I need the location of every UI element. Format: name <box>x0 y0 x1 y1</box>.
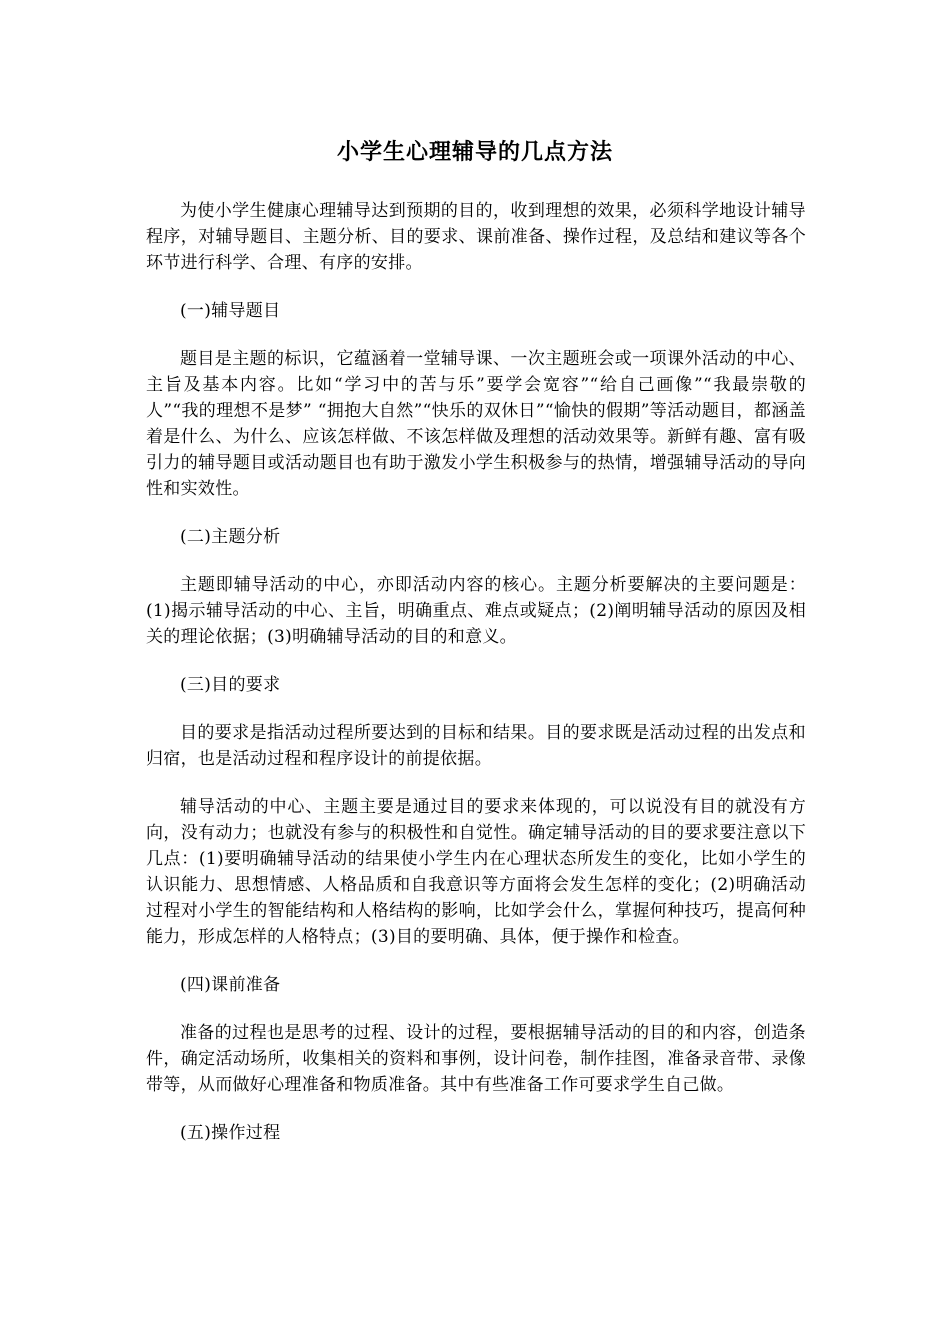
objectives-paragraph-2: 辅导活动的中心、主题主要是通过目的要求来体现的，可以说没有目的就没有方向，没有动力；也就没有参与的积极性和自觉性。确定辅导活动的目的要求要注意以下几点：(1)要明确辅导活动的结果使小学生内在心理状态所发生的变化，比如小学生的认识能力、思想情感、人格品质和自我意识等方面将会发生怎样的变化；(2)明确活动过程对小学生的智能结构和人格结构的影响，比如学会什么，掌握何种技巧，提高何种能力，形成怎样的人格特点；(3)目的要明确、具体，便于操作和检查。 <box>146 797 806 947</box>
preparation-paragraph: 准备的过程也是思考的过程、设计的过程，要根据辅导活动的目的和内容，创造条件，确定活动场所，收集相关的资料和事例，设计问卷，制作挂图，准备录音带、录像带等，从而做好心理准备和物质准备。其中有些准备工作可要求学生自己做。 <box>146 1023 806 1095</box>
theme-analysis-paragraph: 主题即辅导活动的中心，亦即活动内容的核心。主题分析要解决的主要问题是：(1)揭示辅导活动的中心、主旨，明确重点、难点或疑点；(2)阐明辅导活动的原因及相关的理论依据；(3)明确辅导活动的目的和意义。 <box>146 575 806 647</box>
section-heading-objectives: (三)目的要求 <box>180 675 281 695</box>
intro-paragraph: 为使小学生健康心理辅导达到预期的目的，收到理想的效果，必须科学地设计辅导程序，对辅导题目、主题分析、目的要求、课前准备、操作过程，及总结和建议等各个环节进行科学、合理、有序的安排。 <box>146 201 806 273</box>
objectives-paragraph-1: 目的要求是指活动过程所要达到的目标和结果。目的要求既是活动过程的出发点和归宿，也是活动过程和程序设计的前提依据。 <box>146 723 806 769</box>
section-heading-topic: (一)辅导题目 <box>180 301 281 321</box>
document-body <box>146 198 806 1168</box>
section-heading-preparation: (四)课前准备 <box>180 975 281 995</box>
topic-paragraph: 题目是主题的标识，它蕴涵着一堂辅导课、一次主题班会或一项课外活动的中心、主旨及基本内容。比如“学习中的苦与乐”要学会宽容”“给自己画像”“我最崇敬的人”“我的理想不是梦” “拥抱大自然”“快乐的双休日”“愉快的假期”等活动题目，都涵盖着是什么、为什么、应该怎样做、不该怎样做及理想的活动效果等。新鲜有趣、富有吸引力的辅导题目或活动题目也有助于激发小学生积极参与的热情，增强辅导活动的导向性和实效性。 <box>146 349 806 499</box>
section-heading-theme-analysis: (二)主题分析 <box>180 527 281 547</box>
document-title: 小学生心理辅导的几点方法 <box>336 139 613 165</box>
section-heading-procedure: (五)操作过程 <box>180 1123 281 1143</box>
